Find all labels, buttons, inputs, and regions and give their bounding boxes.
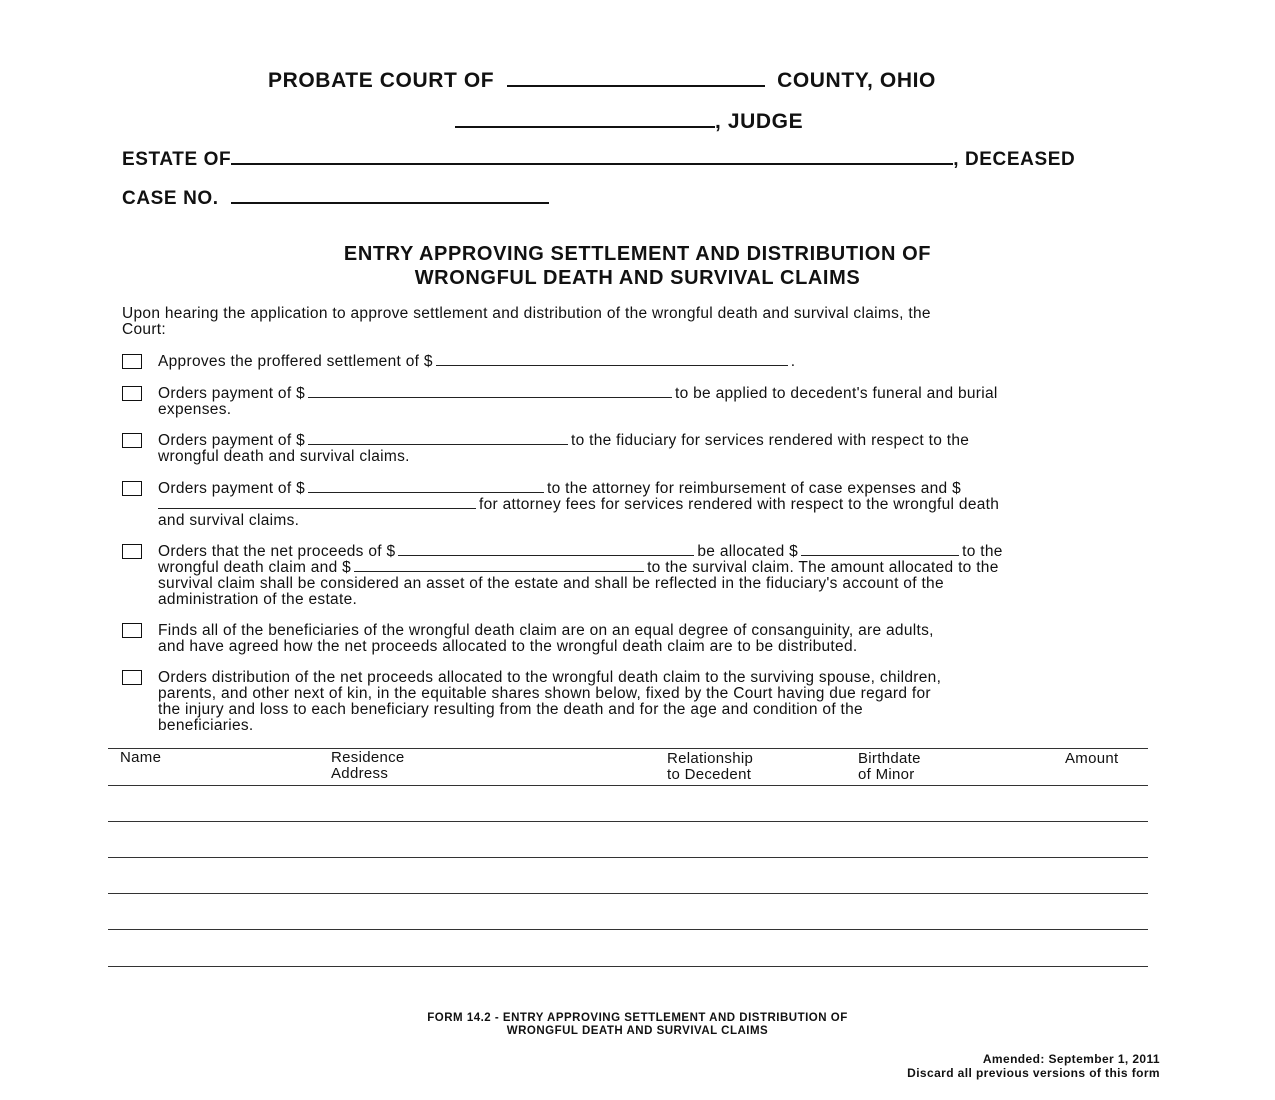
fiduciary-item xyxy=(158,433,1158,465)
attorney-suffix: to the attorney for reimbursement of case expenses and $ xyxy=(547,480,961,497)
table-row-line[interactable] xyxy=(108,893,1148,894)
estate-line xyxy=(122,149,1075,171)
attorney-prefix: Orders payment of $ xyxy=(158,480,305,497)
attorney-expenses-blank[interactable] xyxy=(308,491,544,493)
approve-prefix: Approves the proffered settlement of $ xyxy=(158,353,433,370)
col-relationship-line-2: to Decedent xyxy=(667,766,752,783)
fiduciary-amount-blank[interactable] xyxy=(308,443,568,445)
intro-line-2: Court: xyxy=(122,321,167,338)
case-label: CASE NO. xyxy=(122,188,219,209)
approve-suffix: . xyxy=(790,353,796,370)
col-residence xyxy=(331,750,405,782)
distribution-line-2: parents, and other next of kin, in the equitable shares shown below, fixed by the Court having due regard for xyxy=(158,685,931,702)
col-birthdate-line-2: of Minor xyxy=(858,766,915,783)
col-residence-line-1: Residence xyxy=(331,749,405,766)
finds-checkbox[interactable] xyxy=(122,623,142,638)
form-footer-line-1: FORM 14.2 - ENTRY APPROVING SETTLEMENT AND DISTRIBUTION OF xyxy=(427,1012,848,1024)
finds-item xyxy=(158,623,1158,655)
funeral-prefix: Orders payment of $ xyxy=(158,385,305,402)
distribution-item xyxy=(158,670,1158,734)
funeral-amount-blank[interactable] xyxy=(308,396,672,398)
net-proceeds-item xyxy=(158,544,1158,608)
form-footer-line-2: WRONGFUL DEATH AND SURVIVAL CLAIMS xyxy=(506,1025,769,1037)
col-name: Name xyxy=(120,749,162,766)
table-row-line[interactable] xyxy=(108,966,1148,967)
county-blank[interactable] xyxy=(507,85,765,87)
intro-line-1: Upon hearing the application to approve settlement and distribution of the wrongful death and survival claims, the xyxy=(122,305,931,322)
net-mid: be allocated $ xyxy=(697,543,799,560)
court-prefix: PROBATE COURT OF xyxy=(268,69,495,92)
table-row-line[interactable] xyxy=(108,857,1148,858)
case-number-blank[interactable] xyxy=(231,202,549,204)
funeral-checkbox[interactable] xyxy=(122,386,142,401)
table-row-line[interactable] xyxy=(108,821,1148,822)
funeral-item xyxy=(158,386,1158,418)
distribution-line-1: Orders distribution of the net proceeds allocated to the wrongful death claim to the surviving spouse, children, xyxy=(158,669,942,686)
col-relationship-line-1: Relationship xyxy=(667,750,754,767)
wrongful-death-allocation-blank[interactable] xyxy=(801,554,959,556)
net-prefix: Orders that the net proceeds of $ xyxy=(158,543,396,560)
distribution-checkbox[interactable] xyxy=(122,670,142,685)
form-title-line-2: WRONGFUL DEATH AND SURVIVAL CLAIMS xyxy=(414,267,861,289)
judge-label: , JUDGE xyxy=(715,110,804,133)
net-line-4: administration of the estate. xyxy=(158,591,358,608)
funeral-suffix: to be applied to decedent's funeral and burial xyxy=(675,385,998,402)
fiduciary-prefix: Orders payment of $ xyxy=(158,432,305,449)
net-proceeds-blank[interactable] xyxy=(398,554,694,556)
court-line xyxy=(268,69,936,93)
amended-date: Amended: September 1, 2011 xyxy=(982,1052,1160,1066)
net-suffix: to the xyxy=(962,543,1003,560)
distribution-line-4: beneficiaries. xyxy=(158,717,254,734)
fiduciary-checkbox[interactable] xyxy=(122,433,142,448)
attorney-item xyxy=(158,481,1158,529)
estate-prefix: ESTATE OF xyxy=(122,149,232,170)
court-suffix: COUNTY, OHIO xyxy=(777,69,936,92)
col-relationship xyxy=(667,751,753,783)
case-line xyxy=(122,188,549,210)
survival-allocation-blank[interactable] xyxy=(354,570,644,572)
estate-blank[interactable] xyxy=(231,163,953,165)
form-title-line-1: ENTRY APPROVING SETTLEMENT AND DISTRIBUTION OF xyxy=(343,243,932,265)
col-residence-line-2: Address xyxy=(331,765,389,782)
net-proceeds-checkbox[interactable] xyxy=(122,544,142,559)
attorney-line-2: for attorney fees for services rendered with respect to the wrongful death xyxy=(479,496,1000,513)
attorney-line-3: and survival claims. xyxy=(158,512,300,529)
net-line-2-suffix: to the survival claim. The amount allocated to the xyxy=(647,559,999,576)
col-birthdate-line-1: Birthdate xyxy=(858,750,921,767)
finds-line-1: Finds all of the beneficiaries of the wrongful death claim are on an equal degree of consanguinity, are adults, xyxy=(158,622,934,639)
col-birthdate xyxy=(858,751,921,783)
fiduciary-line-2: wrongful death and survival claims. xyxy=(158,448,410,465)
finds-line-2: and have agreed how the net proceeds allocated to the wrongful death claim are to be distributed. xyxy=(158,638,858,655)
attorney-fees-blank[interactable] xyxy=(158,507,476,509)
table-top-rule xyxy=(108,748,1148,749)
approve-item xyxy=(158,354,1158,370)
fiduciary-suffix: to the fiduciary for services rendered with respect to the xyxy=(571,432,970,449)
judge-blank[interactable] xyxy=(455,126,715,128)
table-row-line[interactable] xyxy=(108,785,1148,786)
judge-line xyxy=(455,110,803,134)
funeral-line-2: expenses. xyxy=(158,401,232,418)
discard-note: Discard all previous versions of this form xyxy=(907,1066,1160,1080)
table-row-line[interactable] xyxy=(108,929,1148,930)
attorney-checkbox[interactable] xyxy=(122,481,142,496)
col-amount: Amount xyxy=(1065,750,1119,767)
distribution-line-3: the injury and loss to each beneficiary resulting from the death and for the age and condition of the xyxy=(158,701,863,718)
net-line-3: survival claim shall be considered an asset of the estate and shall be reflected in the fiduciary's account of the xyxy=(158,575,944,592)
approve-checkbox[interactable] xyxy=(122,354,142,369)
approve-amount-blank[interactable] xyxy=(436,364,788,366)
net-line-2-prefix: wrongful death claim and $ xyxy=(158,559,352,576)
estate-suffix: , DECEASED xyxy=(953,149,1076,170)
